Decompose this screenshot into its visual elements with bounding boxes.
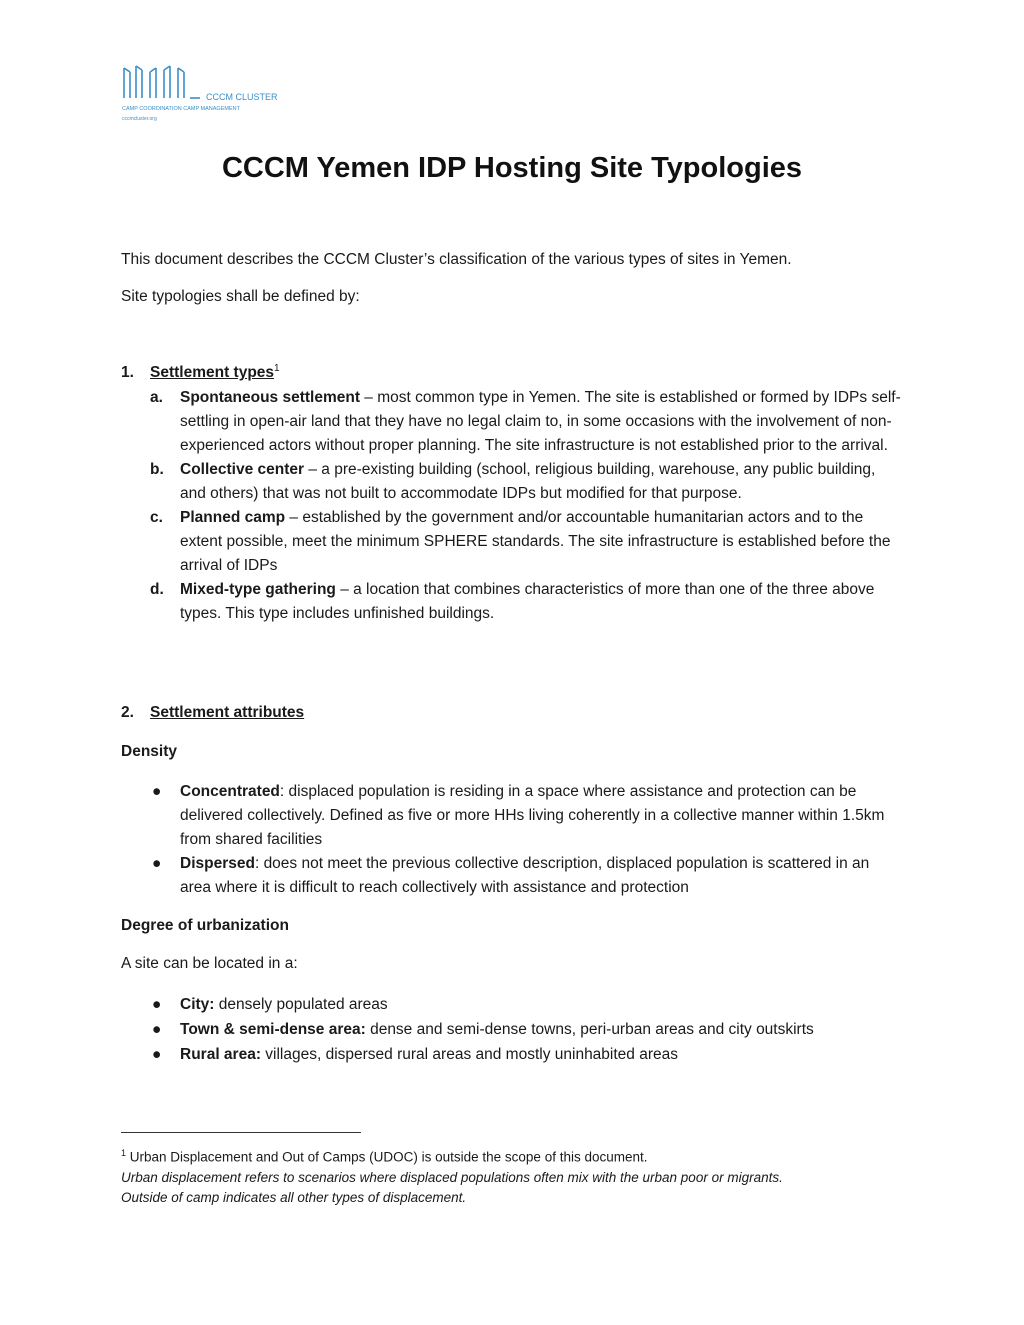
density-heading: Density xyxy=(121,743,177,760)
urbanization-heading: Degree of urbanization xyxy=(121,917,289,934)
density-list xyxy=(150,780,902,900)
term: Spontaneous settlement xyxy=(180,389,360,406)
page-title: CCCM Yemen IDP Hosting Site Typologies xyxy=(221,152,803,184)
term: Rural area: xyxy=(180,1046,261,1063)
urbanization-intro: A site can be located in a: xyxy=(121,955,298,972)
settlement-types-list xyxy=(150,386,902,626)
term: Planned camp xyxy=(180,509,286,526)
bullet-icon: ● xyxy=(152,1046,162,1063)
section-number: 1. xyxy=(121,364,134,382)
list-marker: a. xyxy=(150,389,163,406)
list-item xyxy=(150,458,902,506)
list-marker: c. xyxy=(150,509,163,526)
term: Concentrated xyxy=(180,783,280,800)
description: villages, dispersed rural areas and mostly uninhabited areas xyxy=(260,1046,678,1063)
footnote xyxy=(121,1143,901,1208)
description: – a pre-existing building (school, religious building, warehouse, any public building, and others) that was not built to accommodate IDPs but modified for that purpose. xyxy=(180,461,876,502)
footnote-text: Urban displacement refers to scenarios where displaced populations often mix with the urban poor or migrants. xyxy=(121,1169,783,1185)
description: : does not meet the previous collective description, displaced population is scattered in an area where it is difficult to reach collectively with assistance and protection xyxy=(180,855,870,896)
term: Dispersed xyxy=(180,855,255,872)
bullet-icon: ● xyxy=(152,783,162,800)
section-number: 2. xyxy=(121,704,134,721)
description: densely populated areas xyxy=(214,996,388,1013)
bullet-icon: ● xyxy=(152,1021,162,1038)
cccm-cluster-logo xyxy=(120,62,290,124)
section-title: Settlement attributes xyxy=(150,704,305,721)
term: City: xyxy=(180,996,215,1013)
term: Mixed-type gathering xyxy=(180,581,336,598)
term: Collective center xyxy=(180,461,305,478)
logo-subtext: CAMP COORDINATION CAMP MANAGEMENT xyxy=(122,106,240,112)
list-item xyxy=(150,780,902,852)
list-item xyxy=(150,1017,902,1042)
footnote-reference: 1 xyxy=(274,363,280,374)
list-item xyxy=(150,852,902,900)
list-item xyxy=(150,578,902,626)
logo-text: CCCM CLUSTER xyxy=(206,92,278,102)
list-item xyxy=(150,1042,902,1067)
intro-paragraph: This document describes the CCCM Cluster’s classification of the various types of sites in Yemen. xyxy=(121,251,792,268)
description: – a location that combines characteristics of more than one of the three above types. This type includes unfinished buildings. xyxy=(180,581,875,622)
list-item xyxy=(150,506,902,578)
list-item xyxy=(150,386,902,458)
description: – most common type in Yemen. The site is established or formed by IDPs self-settling in open-air land that they have no legal claim to, in some occasions with the involvement of non-experienced actors without proper planning. The site infrastructure is not established prior to the arrival. xyxy=(180,389,901,454)
section-heading xyxy=(121,704,304,722)
footnote-text: Urban Displacement and Out of Camps (UDOC) is outside the scope of this document. xyxy=(126,1149,648,1165)
list-item xyxy=(150,992,902,1017)
logo-tagline: cccmcluster.org xyxy=(122,116,157,122)
footnote-divider xyxy=(121,1132,361,1133)
section-title: Settlement types xyxy=(150,364,275,382)
description: : displaced population is residing in a space where assistance and protection can be delivered collectively. Defined as five or more HHs living coherently in a collective manner within 1.5km from shared facilities xyxy=(180,783,885,848)
bullet-icon: ● xyxy=(152,855,162,872)
description: – established by the government and/or accountable humanitarian actors and to the extent possible, meet the minimum SPHERE standards. The site infrastructure is established before the arrival of IDPs xyxy=(180,509,891,574)
urbanization-list xyxy=(150,992,902,1067)
list-marker: d. xyxy=(150,581,164,598)
list-marker: b. xyxy=(150,461,164,478)
footnote-text: Outside of camp indicates all other types of displacement. xyxy=(121,1189,467,1205)
description: dense and semi-dense towns, peri-urban areas and city outskirts xyxy=(365,1021,814,1038)
cccm-cluster-logo-icon xyxy=(120,62,290,124)
footnote-number: 1 xyxy=(121,1148,127,1158)
section-heading xyxy=(121,363,280,382)
intro-paragraph: Site typologies shall be defined by: xyxy=(121,288,360,305)
bullet-icon: ● xyxy=(152,996,162,1013)
term: Town & semi-dense area: xyxy=(180,1021,366,1038)
